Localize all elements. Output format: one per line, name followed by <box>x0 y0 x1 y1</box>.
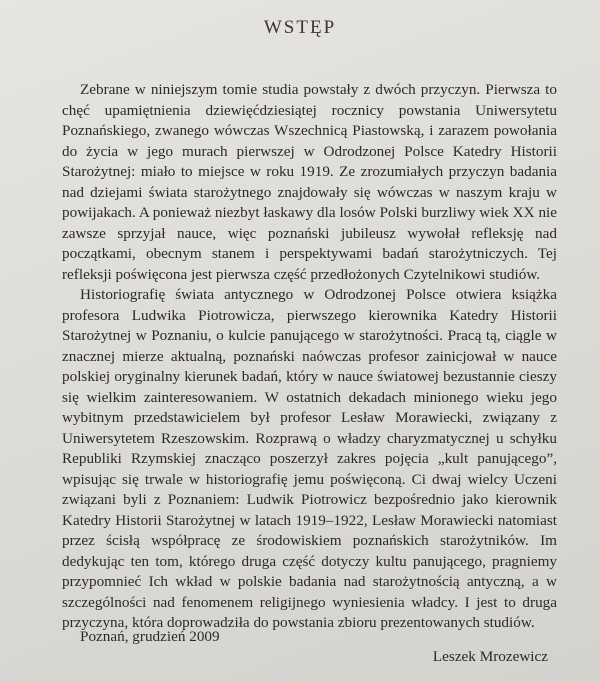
page-title: WSTĘP <box>263 17 337 38</box>
body-text <box>62 80 557 634</box>
author-signature: Leszek Mrozewicz <box>432 648 548 665</box>
paragraph-1: Zebrane w niniejszym tomie studia powstały z dwóch przyczyn. Pierwsza to chęć upamiętnienia dziewięćdziesiątej rocznicy powstania Uniwersytetu Poznańskiego, zwanego wówczas Wszechnicą Piastowską, i zarazem powołania do życia w jego murach pierwszej w Odrodzonej Polsce Katedry Historii Starożytnej: miało to miejsce w roku 1919. Ze zrozumiałych przyczyn badania nad dziejami świata starożytnego znajdowały się wówczas w naszym kraju w powijakach. A ponieważ niezbyt łaskawy dla losów Polski burzliwy wiek XX nie zawsze sprzyjał nauce, więc poznański jubileusz wywołał refleksję nad początkami, obecnym stanem i perspektywami badań starożytniczych. Tej refleksji poświęcona jest pierwsza część przedłożonych Czytelnikowi studiów. <box>62 81 557 283</box>
place-date: Poznań, grudzień 2009 <box>80 628 220 645</box>
paragraph-2: Historiografię świata antycznego w Odrodzonej Polsce otwiera książka profesora Ludwika Piotrowicza, pierwszego kierownika Katedry Historii Starożytnej w Poznaniu, o kulcie panującego w starożytności. Pracą tą, ciągle w znacznej mierze aktualną, poznański naówczas profesor zainicjował w nauce polskiej oryginalny kierunek badań, który w nauce światowej bezustannie cieszy się wielkim zainteresowaniem. W ostatnich dekadach minionego wieku jego wybitnym przedstawicielem był profesor Lesław Morawiecki, związany z Uniwersytetem Rzeszowskim. Rozprawą o władzy charyzmatycznej u schyłku Republiki Rzymskiej znacząco poszerzył zakres pojęcia „kult panującego”, wpisując się trwale w historiografię jemu poświęconą. Ci dwaj wielcy Uczeni związani byli z Poznaniem: Ludwik Piotrowicz bezpośrednio jako kierownik Katedry Historii Starożytnej w latach 1919–1922, Lesław Morawiecki natomiast przez ścisłą współpracę ze środowiskiem poznańskich starożytników. Im dedykując ten tom, którego druga część dotyczy kultu panującego, pragniemy przypomnieć Ich wkład w polskie badania nad starożytnością antyczną, a w szczególności nad fenomenem religijnego wyniesienia władcy. I jest to druga przyczyna, która doprowadziła do powstania zbioru prezentowanych studiów. <box>62 286 557 631</box>
